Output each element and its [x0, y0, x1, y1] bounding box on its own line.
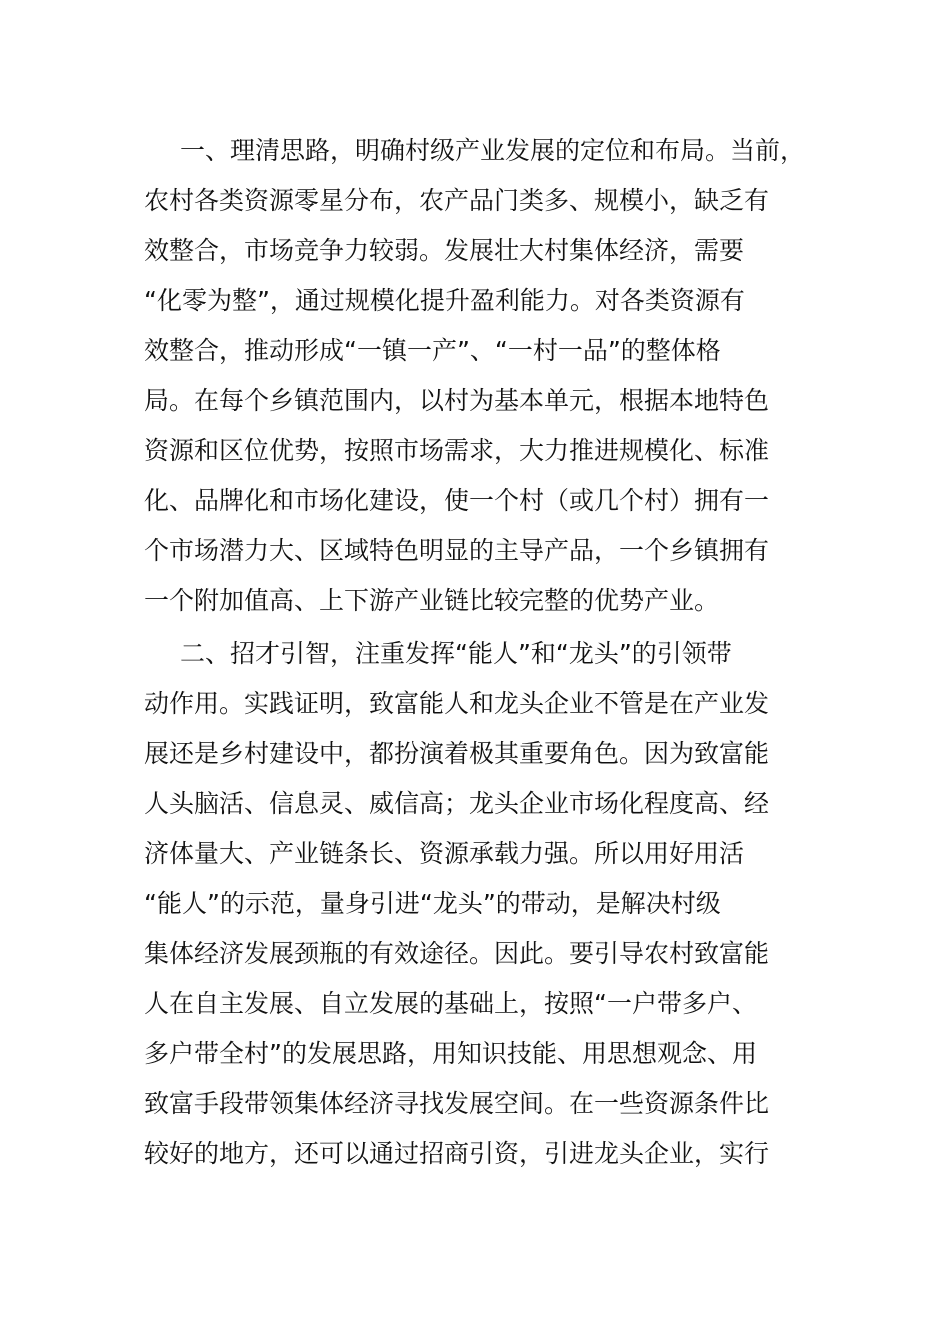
- paragraph-line: 动作用。实践证明，致富能人和龙头企业不管是在产业发: [144, 689, 770, 718]
- paragraph-line: 化、品牌化和市场化建设，使一个村（或几个村）拥有一: [144, 486, 770, 515]
- paragraph-line: 局。在每个乡镇范围内，以村为基本单元，根据本地特色: [144, 386, 770, 415]
- paragraph-2: [144, 629, 814, 1179]
- paragraph-line: 一、理清思路，明确村级产业发展的定位和布局。当前，: [180, 136, 806, 165]
- paragraph-line: 人在自主发展、自立发展的基础上，按照“一户带多户、: [144, 989, 757, 1018]
- paragraph-line: 较好的地方，还可以通过招商引资，引进龙头企业，实行: [144, 1139, 770, 1168]
- paragraph-line: 一个附加值高、上下游产业链比较完整的优势产业。: [144, 586, 720, 615]
- paragraph-line: 个市场潜力大、区域特色明显的主导产品，一个乡镇拥有: [144, 536, 770, 565]
- paragraph-line: 济体量大、产业链条长、资源承载力强。所以用好用活: [144, 839, 745, 868]
- paragraph-line: “化零为整”，通过规模化提升盈利能力。对各类资源有: [144, 286, 745, 315]
- document-body: [144, 126, 814, 1179]
- paragraph-line: 资源和区位优势，按照市场需求，大力推进规模化、标准: [144, 436, 770, 465]
- paragraph-1: [144, 126, 814, 626]
- paragraph-line: 集体经济发展颈瓶的有效途径。因此。要引导农村致富能: [144, 939, 770, 968]
- paragraph-line: “能人”的示范，量身引进“龙头”的带动，是解决村级: [144, 889, 721, 918]
- paragraph-line: 农村各类资源零星分布，农产品门类多、规模小，缺乏有: [144, 186, 770, 215]
- paragraph-line: 致富手段带领集体经济寻找发展空间。在一些资源条件比: [144, 1089, 770, 1118]
- paragraph-line: 多户带全村”的发展思路，用知识技能、用思想观念、用: [144, 1039, 757, 1068]
- paragraph-line: 展还是乡村建设中，都扮演着极其重要角色。因为致富能: [144, 739, 770, 768]
- paragraph-line: 人头脑活、信息灵、威信高；龙头企业市场化程度高、经: [144, 789, 770, 818]
- paragraph-line: 二、招才引智，注重发挥“能人”和“龙头”的引领带: [180, 639, 732, 668]
- paragraph-line: 效整合，推动形成“一镇一产”、“一村一品”的整体格: [144, 336, 721, 365]
- paragraph-line: 效整合，市场竞争力较弱。发展壮大村集体经济，需要: [144, 236, 745, 265]
